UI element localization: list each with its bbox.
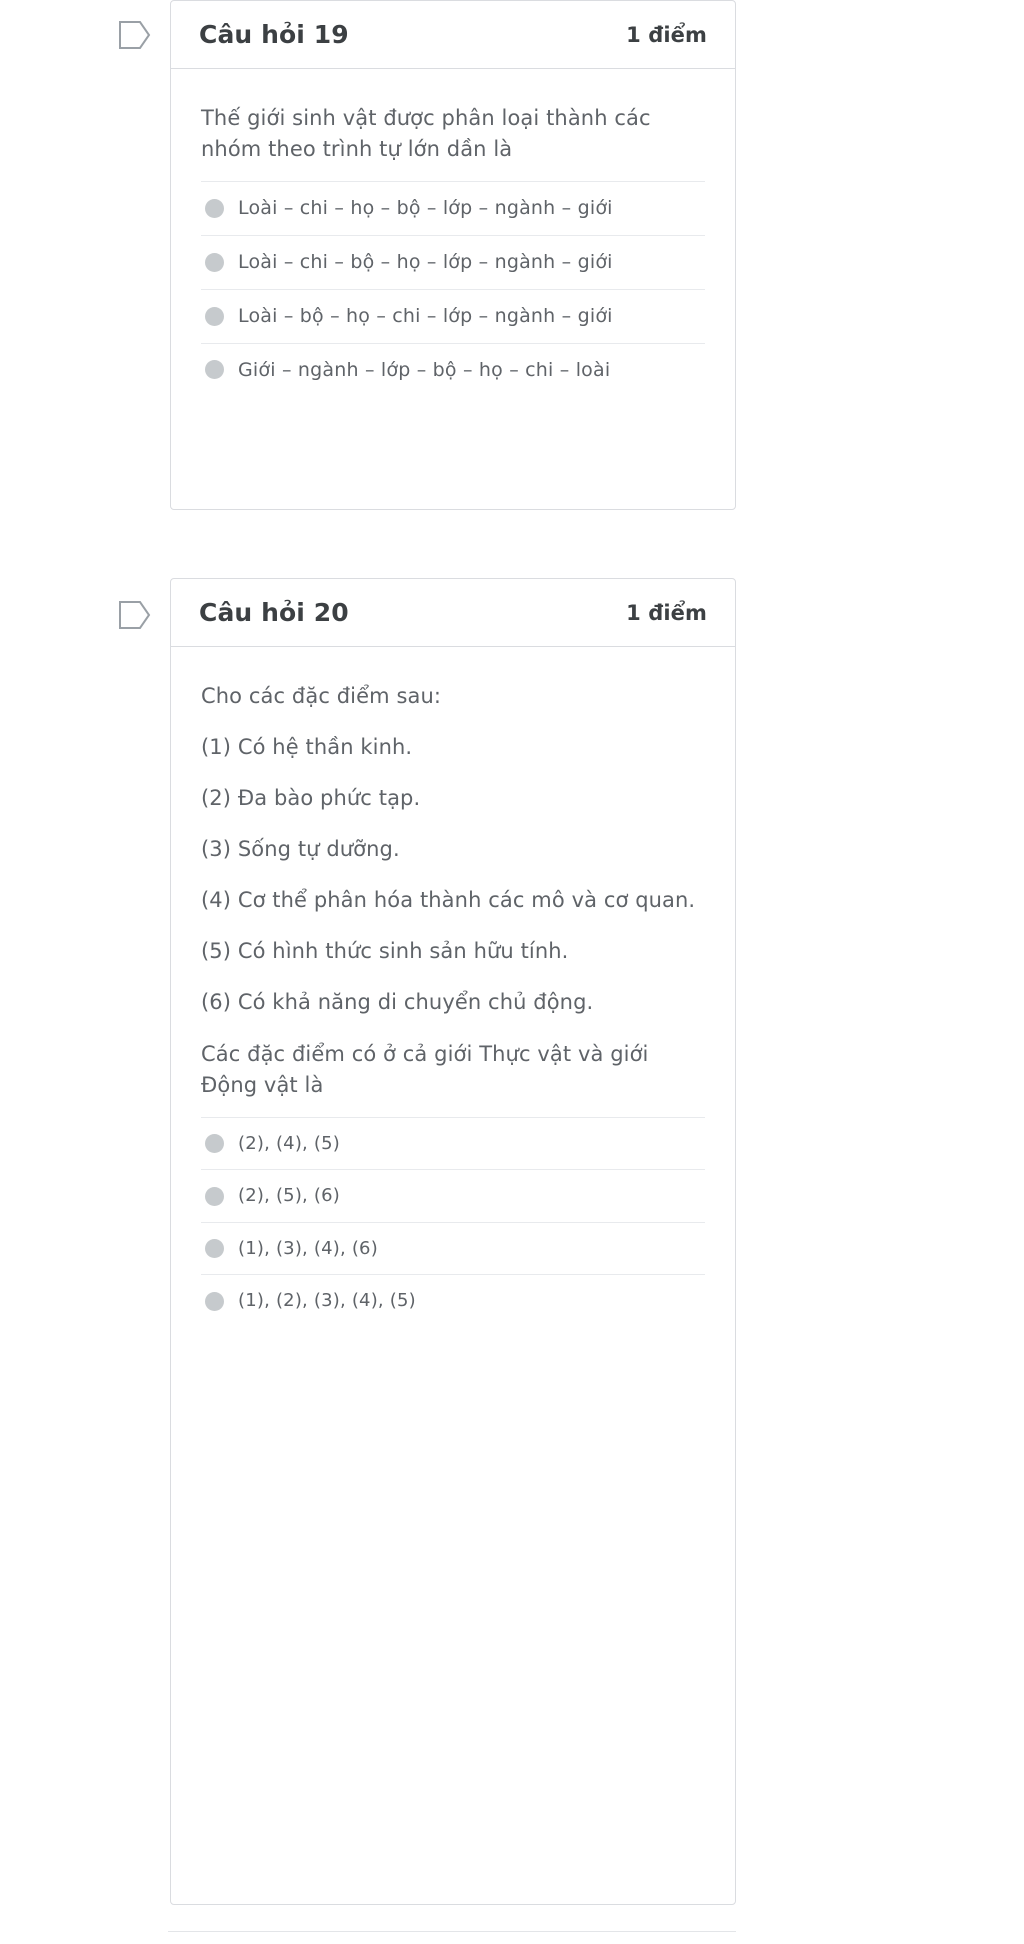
question-text-item-5: (5) Có hình thức sinh sản hữu tính. [201, 939, 569, 964]
option-label: (2), (4), (5) [238, 1132, 340, 1154]
option-label: (2), (5), (6) [238, 1185, 340, 1207]
radio-icon[interactable] [205, 199, 224, 218]
option-label: (1), (2), (3), (4), (5) [238, 1290, 416, 1312]
question-card [170, 578, 736, 1905]
question-card [170, 0, 736, 510]
question-text-item-4: (4) Cơ thể phân hóa thành các mô và cơ quan. [201, 888, 696, 913]
question-header [171, 579, 735, 647]
question-header [171, 1, 735, 69]
radio-icon[interactable] [205, 307, 224, 326]
radio-icon[interactable] [205, 1134, 224, 1153]
question-text-intro: Cho các đặc điểm sau: [201, 684, 442, 708]
option-row[interactable] [201, 1117, 705, 1170]
question-text-item-1: (1) Có hệ thần kinh. [201, 735, 413, 760]
option-label: Loài – chi – bộ – họ – lớp – ngành – giới [238, 250, 613, 273]
question-text-item-3: (3) Sống tự dưỡng. [201, 837, 400, 862]
option-label: Loài – chi – họ – bộ – lớp – ngành – giới [238, 197, 613, 220]
option-label: Giới – ngành – lớp – bộ – họ – chi – loài [238, 358, 611, 381]
question-body [171, 647, 735, 1353]
option-row[interactable] [201, 181, 705, 235]
option-list [201, 181, 705, 396]
radio-icon[interactable] [205, 1292, 224, 1311]
question-body [171, 69, 735, 422]
question-points: 1 điểm [626, 600, 707, 625]
option-row[interactable] [201, 1222, 705, 1275]
option-list [201, 1117, 705, 1327]
collapse-tag-icon[interactable] [118, 18, 152, 52]
option-label: (1), (3), (4), (6) [238, 1237, 378, 1259]
question-text-prompt: Các đặc điểm có ở cả giới Thực vật và giới Động vật là [201, 1041, 649, 1097]
radio-icon[interactable] [205, 1239, 224, 1258]
option-row[interactable] [201, 1274, 705, 1327]
question-text-item-2: (2) Đa bào phức tạp. [201, 786, 421, 811]
option-label: Loài – bộ – họ – chi – lớp – ngành – giới [238, 304, 613, 327]
option-row[interactable] [201, 343, 705, 397]
page-divider [168, 1931, 736, 1932]
question-points: 1 điểm [626, 22, 707, 47]
option-row[interactable] [201, 235, 705, 289]
option-row[interactable] [201, 1169, 705, 1222]
radio-icon[interactable] [205, 253, 224, 272]
radio-icon[interactable] [205, 360, 224, 379]
option-row[interactable] [201, 289, 705, 343]
question-title: Câu hỏi 19 [199, 20, 349, 49]
question-text: Thế giới sinh vật được phân loại thành các nhóm theo trình tự lớn dần là [201, 106, 651, 162]
collapse-tag-icon[interactable] [118, 598, 152, 632]
question-title: Câu hỏi 20 [199, 598, 349, 627]
question-text-item-6: (6) Có khả năng di chuyển chủ động. [201, 990, 594, 1015]
radio-icon[interactable] [205, 1187, 224, 1206]
